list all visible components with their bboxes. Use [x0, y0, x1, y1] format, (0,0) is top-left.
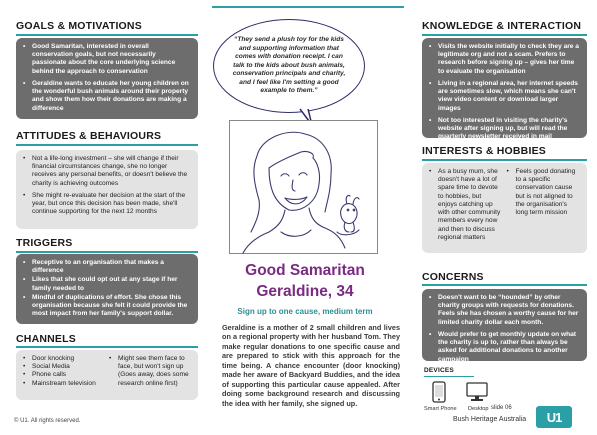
list-item: • Not a life-long investment – she will change if their financial circumstances change, she no longer receives any personal benefits, or doesn't believe the charity is achieving outcomes [22, 155, 190, 188]
concerns-box [422, 289, 587, 361]
goals-list [22, 43, 190, 113]
attitudes-title: ATTITUDES & BEHAVIOURS [16, 130, 162, 142]
slide-number: slide 06 [491, 405, 512, 411]
persona-quote-bubble: “They send a plush toy for the kids and supporting information that comes with donation receipt. I can talk to the kids about bush animals, conservation principals and charity, and I feel like I'm setting a good example to them.” [213, 19, 365, 113]
list-item: • Living in a regional area, her internet speeds are sometimes slow, which means she can't view video content or download larger images [428, 80, 579, 113]
top-accent-line [212, 6, 404, 8]
persona-tagline: Sign up to one cause, medium term [237, 307, 373, 316]
interests-title: INTERESTS & HOBBIES [422, 145, 546, 157]
attitudes-box [16, 150, 198, 229]
list-item: • Likes that she could opt out at any stage if her family needed to [22, 276, 190, 292]
list-item: • Would prefer to get monthly update on what the charity is up to, rather than always be asked for additional donations to another campaign [428, 331, 579, 364]
list-item: • Might see them face to face, but won't sign up (Goes away, does some research online first) [108, 355, 190, 388]
triggers-underline [16, 251, 198, 253]
persona-name-line-1: Good Samaritan [245, 262, 365, 279]
smart-phone-label: Smart Phone [424, 406, 457, 412]
list-item: • Door knocking [22, 355, 104, 363]
list-item: • Mindful of duplications of effort. She chose this organisation because she felt it could provide the most impact from her family's support dollar. [22, 294, 190, 319]
interests-underline [422, 159, 587, 161]
desktop-label: Desktop [468, 406, 489, 412]
list-item: • Good Samaritan, interested in overall conservation goals, but not necessarily passionate about the core underlying science behind the approach to conservation [22, 43, 190, 76]
desktop-icon [466, 382, 488, 402]
knowledge-list [428, 43, 579, 142]
organisation-name: Bush Heritage Australia [453, 416, 527, 423]
list-item: • Receptive to an organisation that makes a difference [22, 259, 190, 275]
list-item: • Not too interested in visiting the charity's website after signing up, but will read the quarterly newsletter received in mail [428, 117, 579, 142]
channels-title: CHANNELS [16, 333, 76, 345]
goals-underline [16, 34, 198, 36]
channels-list-2 [108, 355, 190, 388]
concerns-title: CONCERNS [422, 271, 484, 283]
list-item: • Doesn't want to be “hounded” by other charity groups with requests for donations. Feels she has chosen a worthy cause for her limited charity dollar each month. [428, 294, 579, 327]
persona-name-line-2: Geraldine, 34 [256, 283, 354, 300]
channels-columns [22, 355, 190, 388]
interests-list-1 [428, 168, 502, 242]
goals-title: GOALS & MOTIVATIONS [16, 20, 142, 32]
list-item: • Phone calls [22, 371, 104, 379]
concerns-underline [422, 284, 587, 286]
smart-phone-icon [432, 381, 446, 403]
attitudes-list [22, 155, 190, 217]
triggers-list [22, 259, 190, 319]
triggers-title: TRIGGERS [16, 237, 73, 249]
list-item: • Mainstream television [22, 380, 104, 388]
interests-columns [428, 168, 579, 242]
list-item: • Social Media [22, 363, 104, 371]
devices-underline [424, 376, 474, 377]
knowledge-title: KNOWLEDGE & INTERACTION [422, 20, 582, 32]
interests-list-2 [506, 168, 580, 242]
u1-logo: U1 [536, 406, 572, 428]
attitudes-underline [16, 144, 198, 146]
triggers-box [16, 254, 198, 324]
persona-sketch-image [229, 120, 378, 254]
list-item: • Feels good donating to a specific conservation cause but is not aligned to the organisation's long term mission [506, 168, 580, 217]
list-item: • As a busy mum, she doesn't have a lot of spare time to devote to hobbies, but enjoys catching up with other community members every now and then to discuss regional matters [428, 168, 502, 242]
list-item: • Visits the website initially to check they are a legitimate org and not a scam. Prefers to research before signing up – gives her time to evaluate the organisation [428, 43, 579, 76]
channels-box [16, 350, 198, 400]
list-item: • Geraldine wants to educate her young children on the wonderful bush animals around their property and show them how their donations are making a difference [22, 80, 190, 113]
knowledge-underline [422, 34, 587, 36]
goals-box [16, 38, 198, 119]
knowledge-box [422, 38, 587, 141]
devices-title: DEVICES [424, 367, 454, 374]
interests-box [422, 163, 587, 253]
channels-list-1 [22, 355, 104, 388]
list-item: • She might re-evaluate her decision at the start of the year, but once this decision has been made, she'll continue supporting for the next 12 months [22, 192, 190, 217]
channels-underline [16, 346, 198, 348]
copyright: © U1. All rights reserved. [14, 418, 81, 424]
concerns-list [428, 294, 579, 364]
persona-bio: Geraldine is a mother of 2 small children and lives on a regional property with her husband Tom. They make regular donations to one specific cause and are prepared to stick with this approach for the time being. A chance encounter (door knocking) made her aware of Backyard Buddies, and the idea of supporting this particular cause appealed. After doing some background research and discussing the idea with her family, she signed up. [222, 323, 400, 408]
